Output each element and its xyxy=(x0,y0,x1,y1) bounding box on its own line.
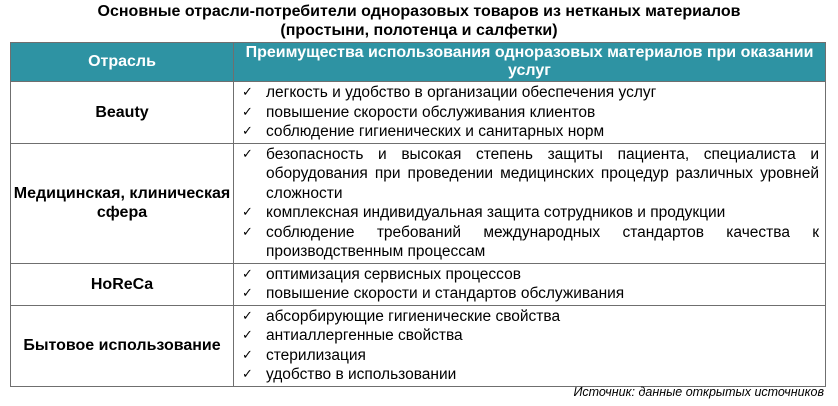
table-row xyxy=(11,263,826,305)
table-row xyxy=(11,143,826,263)
benefit-list xyxy=(238,265,819,304)
benefit-text: безопасность и высокая степень защиты пациента, специалиста и оборудования при проведении медицинских процедур различных уровней сложности xyxy=(266,145,819,202)
benefit-text: соблюдение требований международных стандартов качества к производственным процессам xyxy=(266,223,819,260)
list-item xyxy=(238,83,819,103)
check-mark-icon: ✓ xyxy=(242,104,253,120)
title-line-2: (простыни, полотенца и салфетки) xyxy=(280,22,558,39)
list-item xyxy=(238,346,819,366)
list-item xyxy=(238,365,819,385)
benefit-text: повышение скорости и стандартов обслуживания xyxy=(266,285,625,302)
table-row xyxy=(11,305,826,386)
benefit-text: абсорбирующие гигиенические свойства xyxy=(266,307,561,325)
list-item xyxy=(238,307,819,327)
check-mark-icon: ✓ xyxy=(242,205,253,220)
list-item xyxy=(238,265,819,285)
benefit-text: оптимизация сервисных процессов xyxy=(266,265,521,283)
benefit-text: комплексная индивидуальная защита сотрудников и продукции xyxy=(266,204,726,221)
check-mark-icon: ✓ xyxy=(242,224,253,240)
benefits-cell xyxy=(234,143,826,263)
industries-table xyxy=(10,42,826,387)
industry-cell: Beauty xyxy=(11,82,234,144)
table-body xyxy=(11,82,826,387)
benefits-cell xyxy=(234,305,826,386)
benefit-text: удобство в использовании xyxy=(266,366,457,383)
benefits-cell xyxy=(234,82,826,144)
document-title xyxy=(0,2,838,40)
list-item xyxy=(238,284,819,304)
header-benefits: Преимущества использования одноразовых материалов при оказании услуг xyxy=(234,43,826,82)
industry-cell: Бытовое использование xyxy=(11,305,234,386)
list-item xyxy=(238,223,819,262)
header-industry: Отрасль xyxy=(11,43,234,82)
benefit-text: стерилизация xyxy=(266,346,366,364)
table-row xyxy=(11,82,826,144)
title-line-1: Основные отрасли-потребители одноразовых товаров из нетканых материалов xyxy=(97,3,741,20)
benefit-text: соблюдение гигиенических и санитарных норм xyxy=(266,123,605,140)
benefit-text: повышение скорости обслуживания клиентов xyxy=(266,103,596,121)
benefits-cell xyxy=(234,263,826,305)
list-item xyxy=(238,122,819,142)
industry-cell: HoReCa xyxy=(11,263,234,305)
list-item xyxy=(238,203,819,223)
check-mark-icon: ✓ xyxy=(242,347,253,363)
source-note: Источник: данные открытых источников xyxy=(573,385,824,399)
check-mark-icon: ✓ xyxy=(242,266,253,282)
list-item xyxy=(238,103,819,123)
benefit-text: легкость и удобство в организации обеспечения услуг xyxy=(266,84,657,101)
check-mark-icon: ✓ xyxy=(242,308,253,324)
check-mark-icon: ✓ xyxy=(242,328,253,343)
table-header-row xyxy=(11,43,826,82)
check-mark-icon: ✓ xyxy=(242,85,253,100)
list-item xyxy=(238,145,819,204)
check-mark-icon: ✓ xyxy=(242,367,253,382)
benefit-list xyxy=(238,83,819,142)
check-mark-icon: ✓ xyxy=(242,286,253,301)
check-mark-icon: ✓ xyxy=(242,146,253,162)
check-mark-icon: ✓ xyxy=(242,124,253,139)
benefit-text: антиаллергенные свойства xyxy=(266,327,463,344)
benefit-list xyxy=(238,307,819,385)
list-item xyxy=(238,326,819,346)
industry-cell: Медицинская, клиническая сфера xyxy=(11,143,234,263)
benefit-list xyxy=(238,145,819,262)
